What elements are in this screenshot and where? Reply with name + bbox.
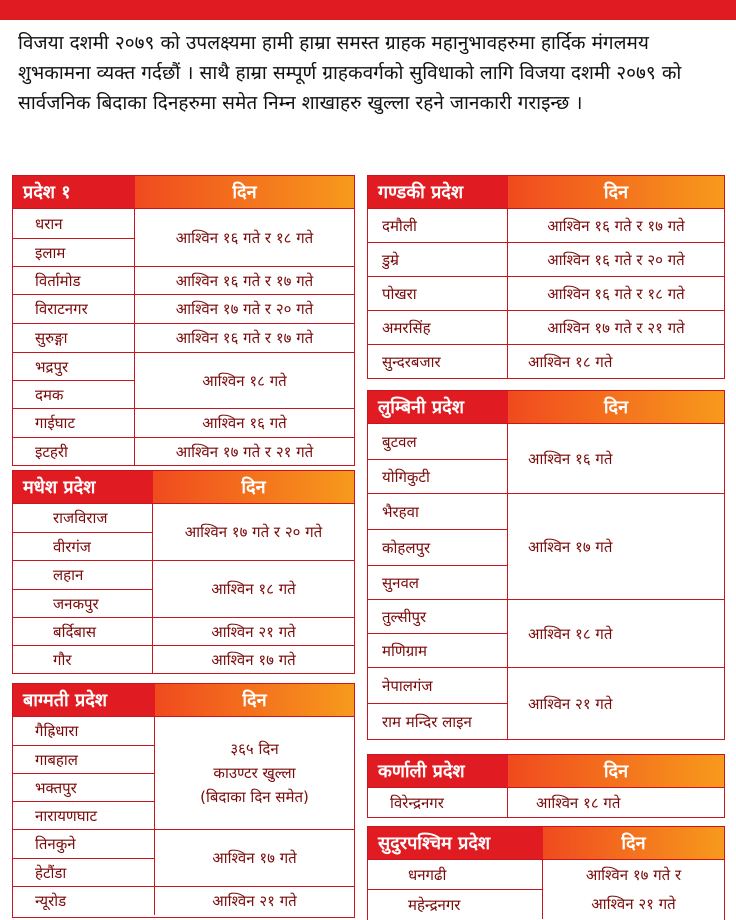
day-cell: आश्विन १८ गते xyxy=(508,344,724,378)
branch-cell: अमरसिंह xyxy=(368,310,507,344)
branch-cell: लहान xyxy=(13,560,152,589)
branch-cell: भक्तपुर xyxy=(13,773,154,801)
table-karnali-pradesh xyxy=(367,754,725,818)
day-header: दिन xyxy=(543,827,724,859)
branch-cell: पोखरा xyxy=(368,276,507,310)
branch-cell: सुन्दरबजार xyxy=(368,344,507,378)
branch-cell: न्यूरोड xyxy=(13,886,154,915)
counter-open-cell xyxy=(155,716,354,829)
branch-cell: राम मन्दिर लाइन xyxy=(368,703,507,739)
day-cell: आश्विन १६ गते र १७ गते xyxy=(135,323,354,352)
day-cell: आश्विन १८ गते xyxy=(153,560,354,617)
table-title: प्रदेश १ xyxy=(13,176,135,208)
day-cell: आश्विन १८ गते xyxy=(135,352,354,408)
branch-cell: विरेन्द्रनगर xyxy=(368,787,507,817)
branch-cell: इटहरी xyxy=(13,437,134,465)
day-cell: आश्विन १८ गते xyxy=(508,787,724,817)
branch-cell: सुनवल xyxy=(368,565,507,599)
table-title: गण्डकी प्रदेश xyxy=(368,176,508,208)
branch-cell: मणिग्राम xyxy=(368,633,507,667)
day-header: दिन xyxy=(508,755,724,787)
branch-cell: धरान xyxy=(13,208,134,238)
day-cell: आश्विन १६ गते र १८ गते xyxy=(135,208,354,266)
day-cell: आश्विन १७ गते र २० गते xyxy=(135,294,354,323)
branch-cell: बर्दिबास xyxy=(13,617,152,645)
branch-cell: नेपालगंज xyxy=(368,667,507,703)
branch-cell: इलाम xyxy=(13,238,134,266)
day-cell: आश्विन १६ गते र १७ गते xyxy=(135,266,354,294)
day-header: दिन xyxy=(508,176,724,208)
day-cell: आश्विन १६ गते xyxy=(135,408,354,437)
branch-cell: महेन्द्रनगर xyxy=(368,889,542,919)
branch-cell: तुल्सीपुर xyxy=(368,599,507,633)
branch-cell: दमक xyxy=(13,380,134,408)
branch-cell: कोहलपुर xyxy=(368,529,507,565)
branch-cell: गौर xyxy=(13,645,152,673)
branch-cell: डुम्रे xyxy=(368,242,507,276)
table-title: सुदुरपश्चिम प्रदेश xyxy=(368,827,543,859)
day-header: दिन xyxy=(508,391,724,423)
branch-cell: हेटौंडा xyxy=(13,858,154,886)
table-gandaki-pradesh xyxy=(367,175,725,379)
branch-cell: जनकपुर xyxy=(13,589,152,617)
table-title: लुम्बिनी प्रदेश xyxy=(368,391,508,423)
day-header: दिन xyxy=(135,176,354,208)
day-cell: आश्विन १८ गते xyxy=(508,599,724,667)
day-cell: आश्विन २१ गते xyxy=(591,895,676,913)
day-cell: आश्विन १७ गते xyxy=(508,493,724,599)
branch-cell: बुटवल xyxy=(368,423,507,459)
top-red-bar xyxy=(0,0,736,20)
day-cell: आश्विन २१ गते xyxy=(508,667,724,739)
branch-cell: भैरहवा xyxy=(368,493,507,529)
table-title: मधेश प्रदेश xyxy=(13,471,153,503)
branch-cell: योगिकुटी xyxy=(368,459,507,493)
branch-cell: विराटनगर xyxy=(13,294,134,323)
day-header: दिन xyxy=(153,471,354,503)
day-cell: आश्विन १६ गते र १७ गते xyxy=(508,208,724,242)
table-lumbini-pradesh xyxy=(367,390,725,740)
day-cell: आश्विन १६ गते र २० गते xyxy=(508,242,724,276)
branch-cell: तिनकुने xyxy=(13,829,154,858)
branch-cell: गाबहाल xyxy=(13,745,154,773)
branch-cell: सुरुङ्गा xyxy=(13,323,134,352)
day-cell: आश्विन १७ गते र २० गते xyxy=(153,503,354,560)
counter-line: ३६५ दिन xyxy=(230,740,279,758)
day-cell: आश्विन १७ गते xyxy=(155,829,354,886)
branch-cell: धनगढी xyxy=(368,859,542,889)
branch-cell: वीरगंज xyxy=(13,532,152,560)
table-madhesh-pradesh xyxy=(12,470,355,674)
branch-cell: राजविराज xyxy=(13,503,152,532)
day-cell: आश्विन १६ गते र १८ गते xyxy=(508,276,724,310)
branch-cell: दमौली xyxy=(368,208,507,242)
counter-line: (बिदाका दिन समेत) xyxy=(200,788,309,806)
day-cell: आश्विन २१ गते xyxy=(153,617,354,645)
branch-cell: नारायणघाट xyxy=(13,801,154,829)
branch-cell: गैह्रिधारा xyxy=(13,716,154,745)
branch-cell: भद्रपुर xyxy=(13,352,134,380)
table-sudurpashchim-pradesh xyxy=(367,826,725,920)
day-cell: आश्विन १७ गते xyxy=(153,645,354,673)
day-cell: आश्विन १६ गते xyxy=(508,423,724,493)
day-cell: आश्विन १७ गते र २१ गते xyxy=(508,310,724,344)
day-cell: आश्विन १७ गते र xyxy=(543,859,724,889)
counter-line: काउण्टर खुल्ला xyxy=(213,764,296,782)
day-header: दिन xyxy=(155,684,354,716)
branch-cell: गाईघाट xyxy=(13,408,134,437)
table-bagmati-pradesh xyxy=(12,683,355,918)
table-title: कर्णाली प्रदेश xyxy=(368,755,508,787)
day-cell: आश्विन २१ गते xyxy=(155,886,354,915)
intro-text: विजया दशमी २०७९ को उपलक्ष्यमा हामी हाम्रा समस्त ग्राहक महानुभावहरुमा हार्दिक मंगलमय शुभकामना व्यक्त गर्दछौं । साथै हाम्रा सम्पूर्ण ग्राहकवर्गको सुविधाको लागि विजया दशमी २०७९ को सार्वजनिक बिदाका दिनहरुमा समेत निम्न शाखाहरु खुल्ला रहने जानकारी गराइन्छ । xyxy=(18,32,682,114)
branch-cell: विर्तामोड xyxy=(13,266,134,294)
table-pradesh-1 xyxy=(12,175,355,466)
table-title: बाग्मती प्रदेश xyxy=(13,684,155,716)
day-cell: आश्विन १७ गते र २१ गते xyxy=(135,437,354,465)
